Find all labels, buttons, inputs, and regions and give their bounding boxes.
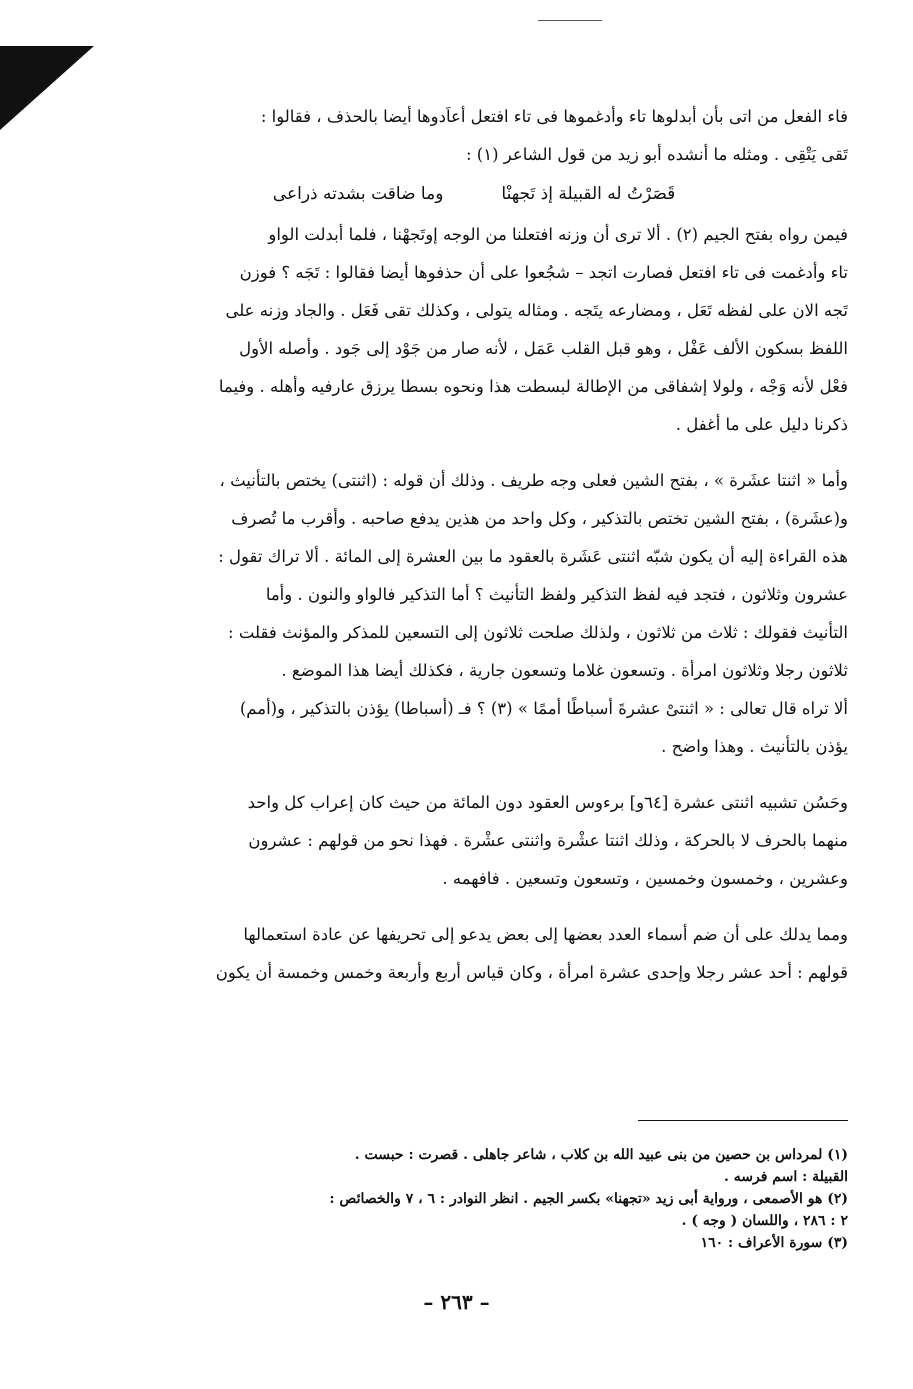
- text-line: فاء الفعل من اتى بأن أبدلوها تاء وأدغموها فى تاء افتعل أعاَدوها أيضا بالحذف ، فقالوا :: [260, 107, 848, 126]
- corner-black-triangle: [0, 46, 96, 130]
- text-line: يؤذن بالتأنيث . وهذا واضح .: [661, 737, 848, 756]
- text-line: وحَسُن تشبيه اثنتى عشرة [٦٤و] برءوس العقود دون المائة من حيث كان إعراب كل واحد: [247, 793, 848, 812]
- text-line: ثلاثون رجلا وثلاثون امرأة . وتسعون غلاما وتسعون جارية ، فكذلك أيضا هذا الموضع .: [281, 661, 848, 680]
- footnote-line: (٣) سورة الأعراف : ١٦٠: [700, 1235, 848, 1251]
- text-line: منهما بالحرف لا بالحركة ، وذلك اثنتا عشْرة واثنتى عشْرة . فهذا نحو من قولهم : عشرون: [248, 831, 848, 850]
- verse-first-hemistich: قَصَرْتُ له القبيلة إذ تَجهنْا: [501, 184, 676, 204]
- text-line: ومما يدلك على أن ضم أسماء العدد بعضها إلى بعض يدعو إلى تحريفها عن عادة استعمالها: [243, 925, 848, 944]
- footnote-line: ٢ : ٢٨٦ ، واللسان ( وجه ) .: [681, 1213, 848, 1229]
- text-line: تَجه الان على لفظه تَعَل ، ومضارعه يتَجه . ومثاله يتولى ، وكذلك تقى فَعَل . والجاد وزنه على: [225, 301, 848, 320]
- page-body: [100, 98, 848, 992]
- page-number: – ٢٦٣ –: [423, 1290, 490, 1314]
- text-line: وأما « اثنتا عشَرة » ، بفتح الشين فعلى وجه طريف . وذلك أن قوله : (اثنتى) يختص بالتأنيث ،: [219, 471, 848, 490]
- verse-second-hemistich: وما ضاقت بشدته ذراعى: [272, 184, 444, 204]
- text-line: هذه القراءة إليه أن يكون شبّه اثنتى عَشَرة بالعقود ما بين العشرة إلى المائة . ألا تراك تقول :: [218, 547, 848, 566]
- text-line: و(عشَرة) ، بفتح الشين تختص بالتذكير ، وكل واحد من هذين يدفع صاحبه . وأقرب ما تُصرف: [231, 509, 848, 528]
- text-line: ألا تراه قال تعالى : « اثنتىْ عشرةَ أسباطًا أممًا » (٣) ؟ فـ (أسباطا) يؤذن بالتذكير ، و(أمم): [239, 699, 848, 718]
- text-line: تَقى يَتْقِى . ومثله ما أنشده أبو زيد من قول الشاعر (١) :: [465, 145, 848, 164]
- text-line: تاء وأدغمت فى تاء افتعل فصارت اتجد – شجُعوا على أن حذفوها أيضا فقالوا : تَجَه ؟ فوزن: [239, 263, 848, 282]
- footnote-line: القبيلة : اسم فرسه .: [724, 1169, 848, 1185]
- text-line: ذكرنا دليل على ما أغفل .: [675, 415, 848, 434]
- footnote-line: (٢) هو الأصمعى ، ورواية أبى زيد «تجهنا» بكسر الجيم . انظر النوادر : ٦ ، ٧ والخصائص :: [329, 1191, 848, 1207]
- text-line: وعشرين ، وخمسون وخمسين ، وتسعون وتسعين . فافهمه .: [442, 869, 848, 888]
- text-line: قولهم : أحد عشر رجلا وإحدى عشرة امرأة ، وكان قياس أربع وأربعة وخمس وخمسة أن يكون: [215, 963, 848, 982]
- text-line: فيمن رواه بفتح الجيم (٢) . ألا ترى أن وزنه افتعلنا من الوجه إوتَجهْنا ، فلما أبدلت الواو: [268, 225, 848, 244]
- text-line: عشرون وثلاثون ، فتجد فيه لفظ التذكير ولفظ التأنيث ؟ أما التذكير فالواو والنون . وأما: [265, 585, 848, 604]
- text-line: التأنيث فقولك : ثلاث من ثلاثون ، ولذلك صلحت ثلاثون إلى التسعين للمذكر والمؤنث فقلت :: [228, 623, 848, 642]
- footnote-line: (١) لمرداس بن حصين من بنى عبيد الله بن كلاب ، شاعر جاهلى . قصرت : حبست .: [354, 1147, 848, 1163]
- text-line: اللفظ بسكون الألف عَفْل ، وهو قبل القلب عَمَل ، لأنه صار من جَوْد إلى جَود . وأصله الأول: [239, 339, 848, 358]
- footnote-separator: [638, 1120, 848, 1121]
- text-line: فعْل لأنه وَجْه ، ولولا إشفاقى من الإطالة لبسطت هذا ونحوه بسطا يرزق عارفيه وأهله . وفيما: [218, 377, 848, 396]
- top-rule: [538, 20, 602, 21]
- poem-verse: [100, 176, 848, 216]
